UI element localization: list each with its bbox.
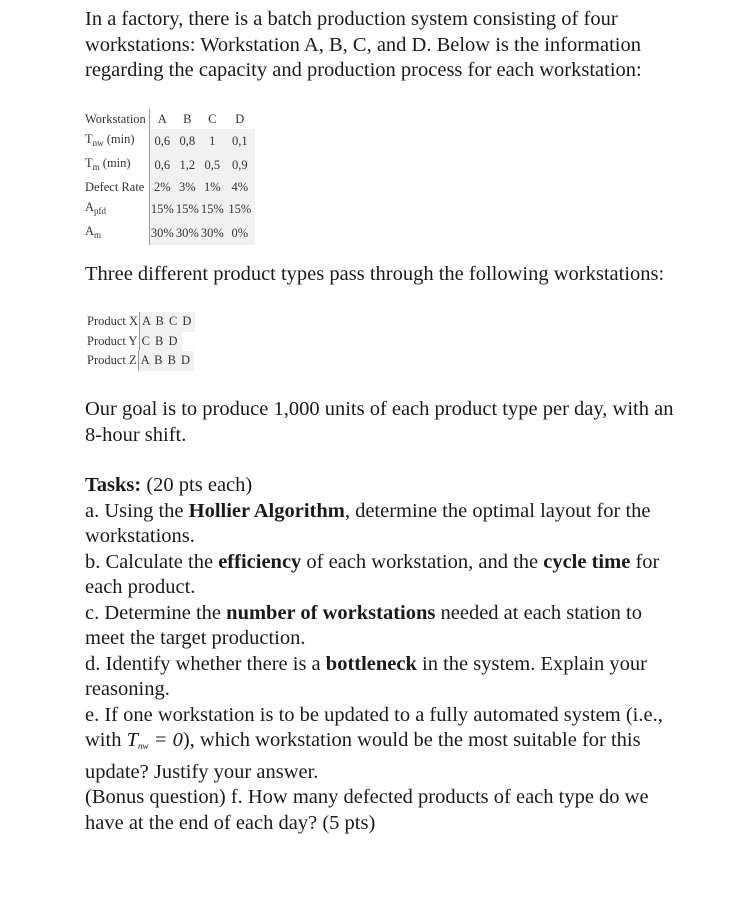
cell: 0,9 bbox=[225, 153, 255, 177]
cell: 4% bbox=[225, 177, 255, 197]
cell: 0,8 bbox=[175, 129, 200, 153]
workstation-table bbox=[85, 109, 255, 245]
table-row-tm bbox=[85, 153, 255, 177]
product-name: Product Y bbox=[87, 332, 140, 352]
task-f-bonus: (Bonus question) f. How many defected products of each type do we have at the end of each day? (5 pts) bbox=[85, 786, 649, 834]
product-name: Product X bbox=[87, 312, 140, 332]
table-row-defect-rate bbox=[85, 177, 255, 197]
cell: 30% bbox=[175, 221, 200, 245]
header-workstation: Workstation bbox=[85, 109, 149, 129]
cell: 1,2 bbox=[175, 153, 200, 177]
product-sequence: C B D bbox=[140, 332, 182, 352]
cell: 1 bbox=[200, 129, 225, 153]
row-label: $T_{nw}$ (min) bbox=[85, 129, 149, 153]
intro-paragraph: In a factory, there is a batch production system consisting of four workstations: Workstation A, B, C, and D. Below is the information regarding the capacity and production process for each workstation: bbox=[85, 8, 642, 81]
product-sequence: A B B D bbox=[139, 351, 194, 371]
goal-paragraph: Our goal is to produce 1,000 units of each product type per day, with an 8-hour shift. bbox=[85, 398, 674, 446]
routing-row-z bbox=[87, 351, 195, 371]
tasks-section bbox=[85, 473, 685, 836]
product-sequence: A B C D bbox=[140, 312, 195, 332]
cell: 15% bbox=[149, 197, 175, 221]
cell: 30% bbox=[149, 221, 175, 245]
cell: 1% bbox=[200, 177, 225, 197]
table-header-row bbox=[85, 109, 255, 129]
header-b: B bbox=[183, 112, 192, 126]
routing-row-y bbox=[87, 332, 195, 352]
routing-row-x bbox=[87, 312, 195, 332]
header-a: A bbox=[157, 112, 167, 126]
cell: 15% bbox=[225, 197, 255, 221]
product-name: Product Z bbox=[87, 351, 139, 371]
cell: 2% bbox=[149, 177, 175, 197]
task-d: d. Identify whether there is a bottleneck in the system. Explain your reasoning. bbox=[85, 652, 647, 700]
cell: 0,5 bbox=[200, 153, 225, 177]
table-row-am bbox=[85, 221, 255, 245]
cell: 3% bbox=[175, 177, 200, 197]
task-a: a. Using the Hollier Algorithm, determine the optimal layout for the workstations. bbox=[85, 499, 651, 547]
table-row-apfd bbox=[85, 197, 255, 221]
row-label: $A_{pfd}$ bbox=[85, 197, 149, 221]
tasks-heading: Tasks: (20 pts each) bbox=[85, 474, 253, 496]
table-row-tnw bbox=[85, 129, 255, 153]
header-c: C bbox=[208, 112, 217, 126]
task-c: c. Determine the number of workstations needed at each station to meet the target production. bbox=[85, 601, 642, 649]
cell: 0,1 bbox=[225, 129, 255, 153]
row-label: $A_m$ bbox=[85, 221, 149, 245]
cell: 0% bbox=[225, 221, 255, 245]
cell: 15% bbox=[200, 197, 225, 221]
cell: 30% bbox=[200, 221, 225, 245]
row-label: $T_m$ (min) bbox=[85, 153, 149, 177]
cell: 15% bbox=[175, 197, 200, 221]
task-e: e. If one workstation is to be updated to a fully automated system (i.e., with $T_{nw} = 0$), which workstation would be the most suitable for this update? Justify your answer. bbox=[85, 703, 663, 783]
cell: 0,6 bbox=[149, 129, 175, 153]
header-d: D bbox=[235, 112, 245, 126]
routing-intro-paragraph: Three different product types pass through the following workstations: bbox=[85, 263, 665, 285]
product-routing-table bbox=[87, 312, 195, 371]
cell: 0,6 bbox=[149, 153, 175, 177]
task-b: b. Calculate the efficiency of each workstation, and the cycle time for each product. bbox=[85, 550, 660, 598]
row-label: Defect Rate bbox=[85, 177, 149, 197]
